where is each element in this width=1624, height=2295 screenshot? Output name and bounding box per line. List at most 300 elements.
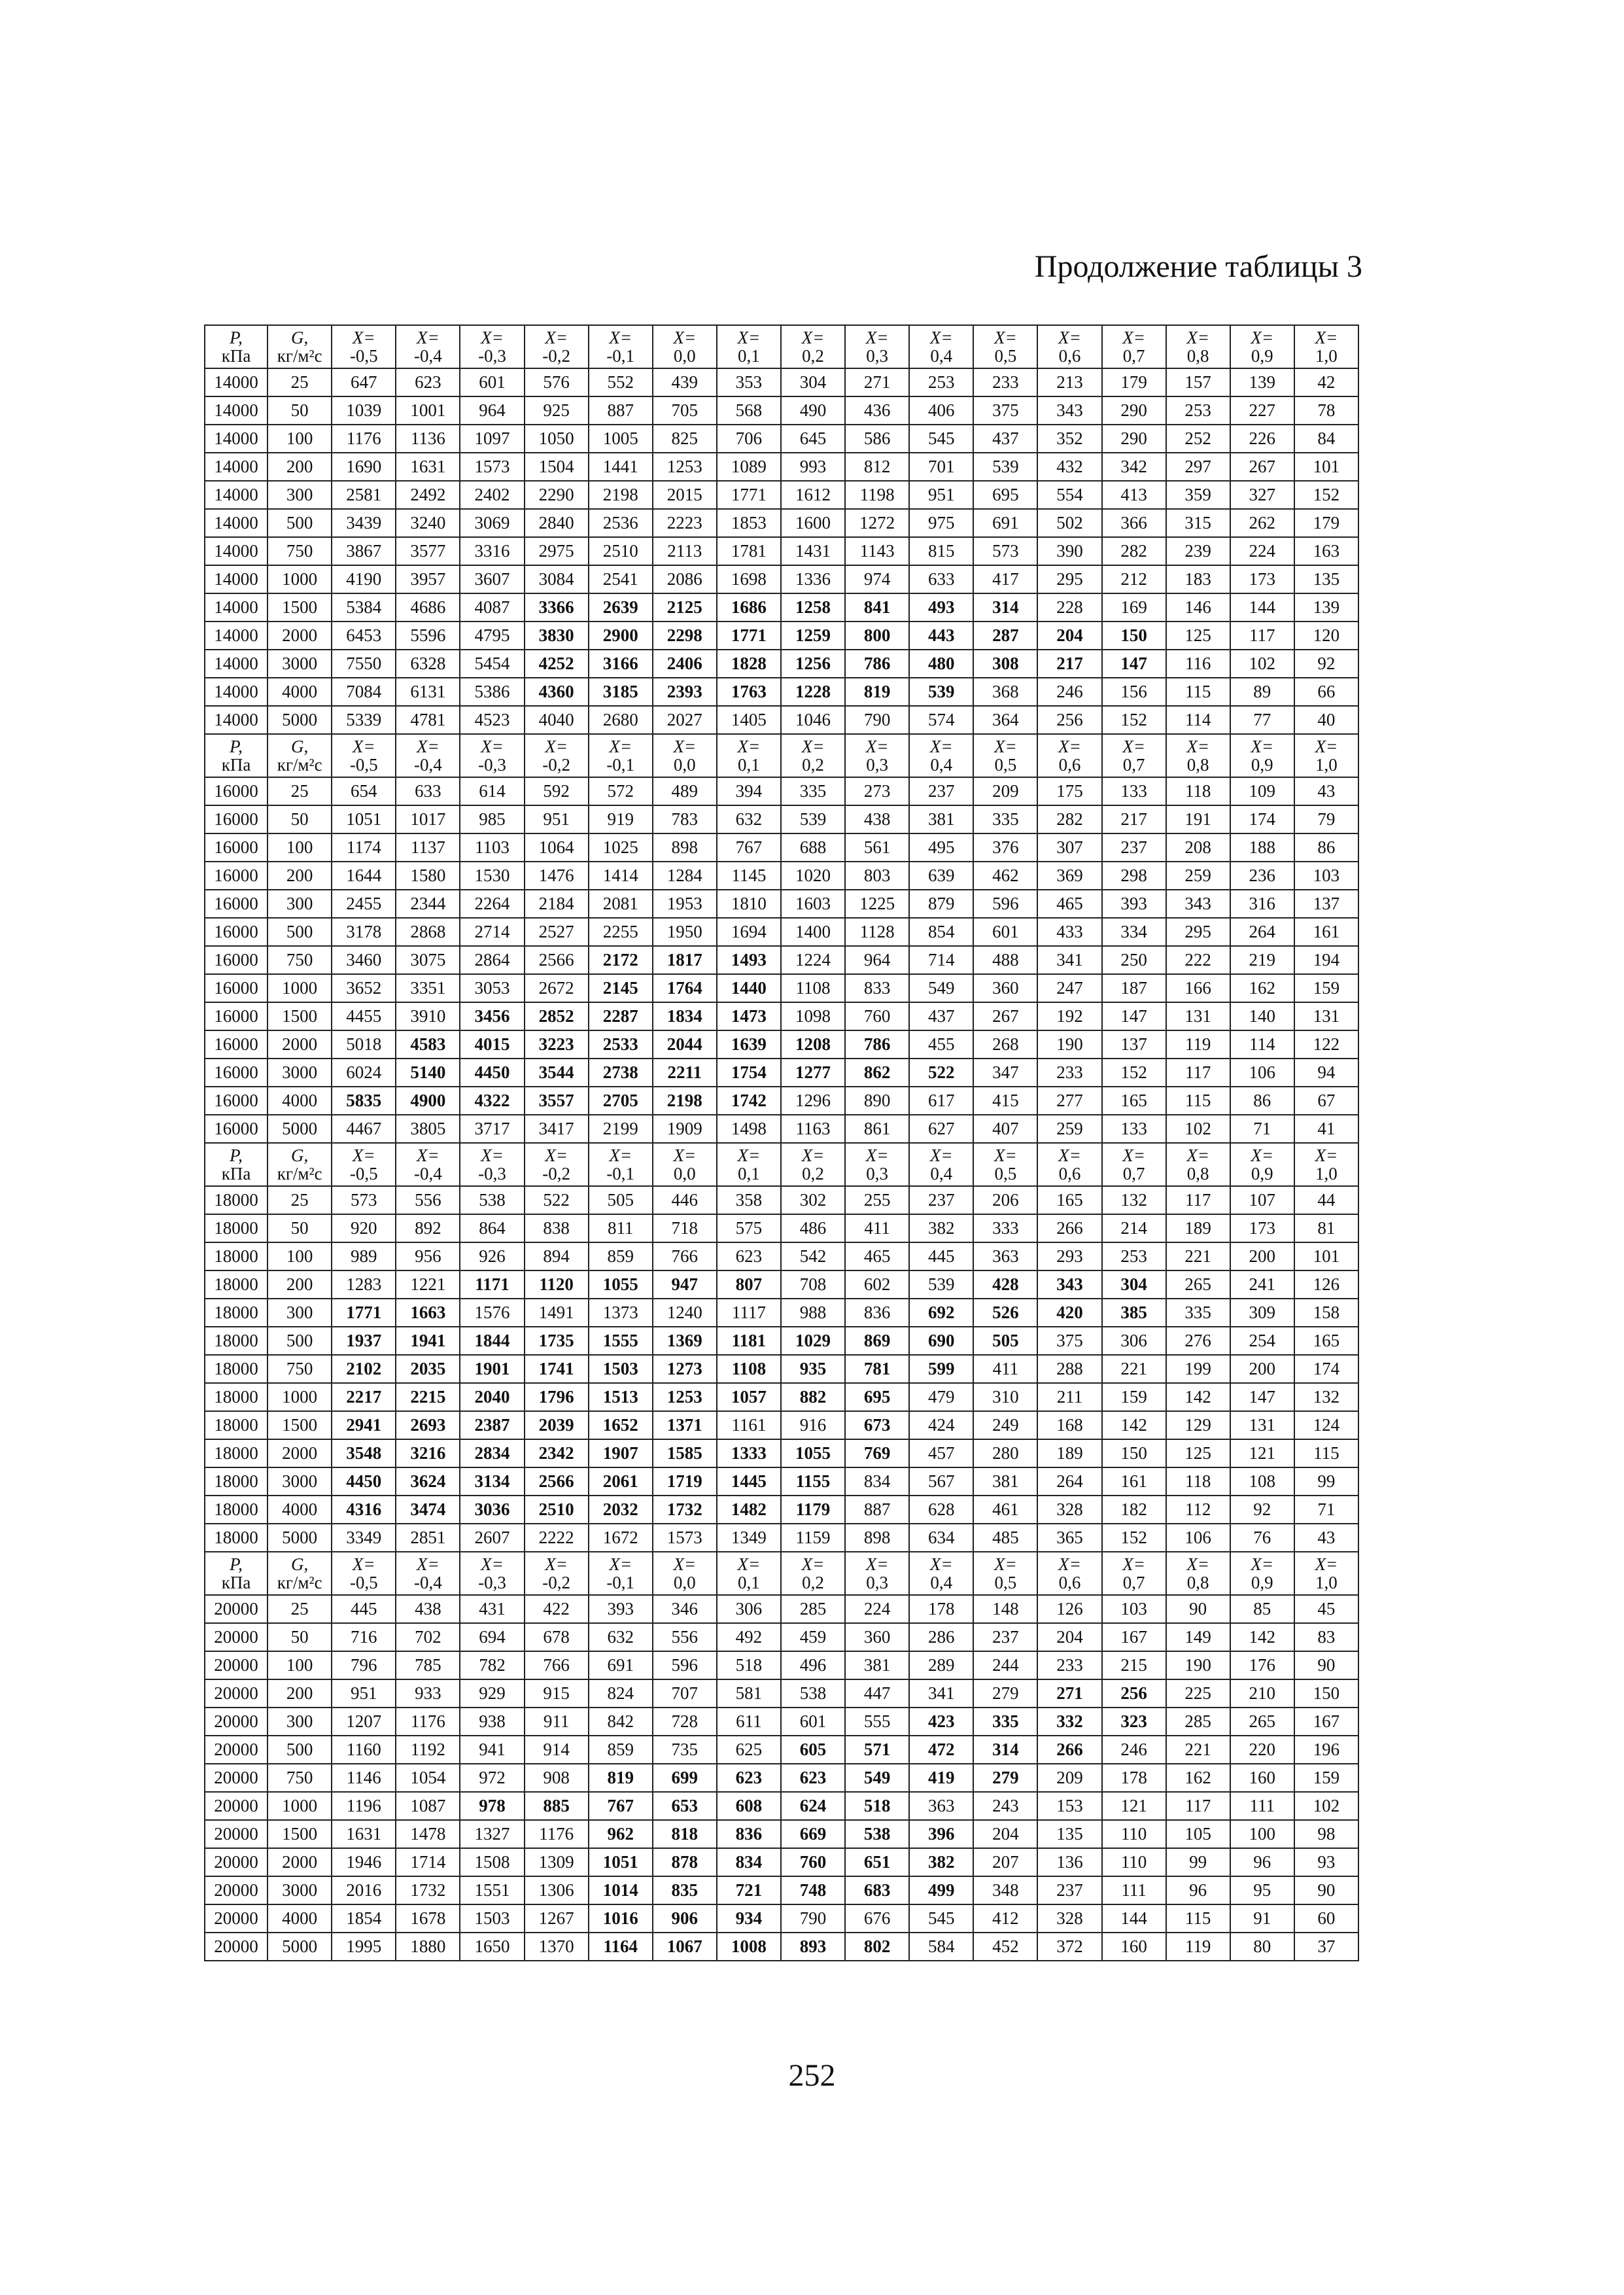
value-cell: 611 bbox=[717, 1708, 781, 1736]
value-cell: 309 bbox=[1230, 1299, 1294, 1327]
value-cell: 95 bbox=[1230, 1876, 1294, 1904]
value-cell: 132 bbox=[1102, 1186, 1166, 1214]
table-row bbox=[205, 1820, 1358, 1848]
header-value: -0,1 bbox=[606, 755, 635, 775]
value-cell: 160 bbox=[1102, 1933, 1166, 1961]
value-cell: 962 bbox=[589, 1820, 653, 1848]
header-cell bbox=[717, 1143, 781, 1186]
header-value: кг/м²с bbox=[277, 755, 322, 775]
value-cell: 1014 bbox=[589, 1876, 653, 1904]
header-value: -0,2 bbox=[542, 1164, 570, 1183]
header-cell bbox=[396, 1143, 460, 1186]
value-cell: 4015 bbox=[460, 1030, 524, 1059]
value-cell: 599 bbox=[909, 1355, 973, 1383]
header-value: 0,2 bbox=[802, 346, 824, 366]
value-cell: 941 bbox=[460, 1736, 524, 1764]
value-cell: 893 bbox=[781, 1933, 845, 1961]
value-cell: 1530 bbox=[460, 862, 524, 890]
value-cell: 423 bbox=[909, 1708, 973, 1736]
value-cell: 767 bbox=[589, 1792, 653, 1820]
value-cell: 782 bbox=[460, 1651, 524, 1679]
value-cell: 209 bbox=[1037, 1764, 1101, 1792]
value-cell: 1663 bbox=[396, 1299, 460, 1327]
pressure-cell: 18000 bbox=[205, 1355, 268, 1383]
header-cell bbox=[653, 1143, 717, 1186]
mass-flux-cell: 500 bbox=[268, 918, 332, 946]
value-cell: 83 bbox=[1294, 1623, 1358, 1651]
mass-flux-cell: 2000 bbox=[268, 622, 332, 650]
value-cell: 447 bbox=[845, 1679, 909, 1708]
header-value: кПа bbox=[221, 1164, 251, 1183]
mass-flux-cell: 25 bbox=[268, 1186, 332, 1214]
value-cell: 5140 bbox=[396, 1059, 460, 1087]
value-cell: 1941 bbox=[396, 1327, 460, 1355]
value-cell: 549 bbox=[845, 1764, 909, 1792]
table-row bbox=[205, 368, 1358, 396]
header-symbol: P, bbox=[230, 328, 243, 347]
value-cell: 286 bbox=[909, 1623, 973, 1651]
value-cell: 1327 bbox=[460, 1820, 524, 1848]
table-row bbox=[205, 678, 1358, 706]
value-cell: 2016 bbox=[332, 1876, 396, 1904]
value-cell: 1145 bbox=[717, 862, 781, 890]
value-cell: 327 bbox=[1230, 481, 1294, 509]
header-value: -0,1 bbox=[606, 1164, 635, 1183]
value-cell: 935 bbox=[781, 1355, 845, 1383]
value-cell: 3439 bbox=[332, 509, 396, 537]
value-cell: 1176 bbox=[396, 1708, 460, 1736]
value-cell: 304 bbox=[1102, 1270, 1166, 1299]
value-cell: 90 bbox=[1294, 1651, 1358, 1679]
header-cell bbox=[205, 325, 268, 368]
value-cell: 539 bbox=[973, 453, 1037, 481]
value-cell: 268 bbox=[973, 1030, 1037, 1059]
value-cell: 706 bbox=[717, 425, 781, 453]
header-cell bbox=[1166, 734, 1230, 777]
header-value: -0,4 bbox=[413, 346, 442, 366]
value-cell: 911 bbox=[525, 1708, 589, 1736]
value-cell: 2834 bbox=[460, 1439, 524, 1467]
value-cell: 239 bbox=[1166, 537, 1230, 565]
value-cell: 3805 bbox=[396, 1115, 460, 1143]
mass-flux-cell: 100 bbox=[268, 833, 332, 862]
value-cell: 933 bbox=[396, 1679, 460, 1708]
value-cell: 4583 bbox=[396, 1030, 460, 1059]
value-cell: 314 bbox=[973, 593, 1037, 622]
value-cell: 139 bbox=[1230, 368, 1294, 396]
value-cell: 159 bbox=[1294, 974, 1358, 1002]
header-symbol: X= bbox=[865, 1146, 889, 1165]
value-cell: 455 bbox=[909, 1030, 973, 1059]
value-cell: 783 bbox=[653, 805, 717, 833]
table-row bbox=[205, 1383, 1358, 1411]
value-cell: 1016 bbox=[589, 1904, 653, 1933]
header-cell bbox=[589, 1143, 653, 1186]
value-cell: 1136 bbox=[396, 425, 460, 453]
value-cell: 250 bbox=[1102, 946, 1166, 974]
mass-flux-cell: 500 bbox=[268, 509, 332, 537]
value-cell: 1639 bbox=[717, 1030, 781, 1059]
header-symbol: X= bbox=[1122, 1146, 1145, 1165]
value-cell: 586 bbox=[845, 425, 909, 453]
value-cell: 406 bbox=[909, 396, 973, 425]
value-cell: 1224 bbox=[781, 946, 845, 974]
value-cell: 1221 bbox=[396, 1270, 460, 1299]
header-cell bbox=[845, 1143, 909, 1186]
value-cell: 760 bbox=[781, 1848, 845, 1876]
value-cell: 111 bbox=[1230, 1792, 1294, 1820]
header-cell bbox=[525, 325, 589, 368]
table-row bbox=[205, 1411, 1358, 1439]
value-cell: 116 bbox=[1166, 650, 1230, 678]
value-cell: 898 bbox=[845, 1524, 909, 1552]
value-cell: 1828 bbox=[717, 650, 781, 678]
table-row bbox=[205, 1496, 1358, 1524]
value-cell: 2198 bbox=[653, 1087, 717, 1115]
value-cell: 3216 bbox=[396, 1439, 460, 1467]
header-symbol: X= bbox=[481, 1146, 504, 1165]
value-cell: 556 bbox=[653, 1623, 717, 1651]
header-value: 0,1 bbox=[738, 755, 760, 775]
value-cell: 854 bbox=[909, 918, 973, 946]
value-cell: 488 bbox=[973, 946, 1037, 974]
header-symbol: X= bbox=[865, 737, 889, 756]
header-cell bbox=[717, 734, 781, 777]
value-cell: 1108 bbox=[717, 1355, 781, 1383]
value-cell: 2492 bbox=[396, 481, 460, 509]
value-cell: 43 bbox=[1294, 1524, 1358, 1552]
value-cell: 67 bbox=[1294, 1087, 1358, 1115]
value-cell: 237 bbox=[909, 777, 973, 805]
table-caption: Продолжение таблицы 3 bbox=[1034, 249, 1362, 284]
value-cell: 862 bbox=[845, 1059, 909, 1087]
value-cell: 157 bbox=[1166, 368, 1230, 396]
value-cell: 1373 bbox=[589, 1299, 653, 1327]
value-cell: 993 bbox=[781, 453, 845, 481]
mass-flux-cell: 300 bbox=[268, 1708, 332, 1736]
table-row bbox=[205, 1002, 1358, 1030]
value-cell: 285 bbox=[1166, 1708, 1230, 1736]
value-cell: 346 bbox=[653, 1595, 717, 1623]
value-cell: 412 bbox=[973, 1904, 1037, 1933]
value-cell: 691 bbox=[973, 509, 1037, 537]
value-cell: 341 bbox=[1037, 946, 1101, 974]
value-cell: 1064 bbox=[525, 833, 589, 862]
mass-flux-cell: 200 bbox=[268, 453, 332, 481]
value-cell: 335 bbox=[973, 1708, 1037, 1736]
value-cell: 623 bbox=[781, 1764, 845, 1792]
value-cell: 1198 bbox=[845, 481, 909, 509]
value-cell: 2217 bbox=[332, 1383, 396, 1411]
value-cell: 140 bbox=[1230, 1002, 1294, 1030]
value-cell: 601 bbox=[973, 918, 1037, 946]
value-cell: 342 bbox=[1102, 453, 1166, 481]
value-cell: 368 bbox=[973, 678, 1037, 706]
value-cell: 353 bbox=[717, 368, 781, 396]
value-cell: 1631 bbox=[396, 453, 460, 481]
pressure-cell: 14000 bbox=[205, 593, 268, 622]
value-cell: 915 bbox=[525, 1679, 589, 1708]
table-row bbox=[205, 1933, 1358, 1961]
value-cell: 247 bbox=[1037, 974, 1101, 1002]
value-cell: 79 bbox=[1294, 805, 1358, 833]
table-row bbox=[205, 481, 1358, 509]
pressure-cell: 18000 bbox=[205, 1270, 268, 1299]
value-cell: 438 bbox=[396, 1595, 460, 1623]
value-cell: 4781 bbox=[396, 706, 460, 734]
mass-flux-cell: 50 bbox=[268, 805, 332, 833]
value-cell: 227 bbox=[1230, 396, 1294, 425]
header-value: -0,3 bbox=[478, 1164, 506, 1183]
value-cell: 938 bbox=[460, 1708, 524, 1736]
pressure-cell: 20000 bbox=[205, 1933, 268, 1961]
value-cell: 100 bbox=[1230, 1820, 1294, 1848]
value-cell: 152 bbox=[1102, 1059, 1166, 1087]
value-cell: 1051 bbox=[589, 1848, 653, 1876]
value-cell: 369 bbox=[1037, 862, 1101, 890]
header-symbol: X= bbox=[352, 1146, 375, 1165]
value-cell: 819 bbox=[589, 1764, 653, 1792]
value-cell: 120 bbox=[1294, 622, 1358, 650]
value-cell: 1551 bbox=[460, 1876, 524, 1904]
value-cell: 221 bbox=[1166, 1242, 1230, 1270]
value-cell: 222 bbox=[1166, 946, 1230, 974]
header-value: 0,1 bbox=[738, 346, 760, 366]
table-row bbox=[205, 833, 1358, 862]
value-cell: 485 bbox=[973, 1524, 1037, 1552]
value-cell: 411 bbox=[973, 1355, 1037, 1383]
value-cell: 459 bbox=[781, 1623, 845, 1651]
value-cell: 86 bbox=[1294, 833, 1358, 862]
header-symbol: X= bbox=[545, 328, 568, 347]
value-cell: 654 bbox=[332, 777, 396, 805]
value-cell: 678 bbox=[525, 1623, 589, 1651]
mass-flux-cell: 50 bbox=[268, 396, 332, 425]
header-symbol: X= bbox=[609, 328, 632, 347]
value-cell: 366 bbox=[1102, 509, 1166, 537]
header-value: 0,3 bbox=[866, 346, 888, 366]
value-cell: 972 bbox=[460, 1764, 524, 1792]
value-cell: 1764 bbox=[653, 974, 717, 1002]
value-cell: 3830 bbox=[525, 622, 589, 650]
value-cell: 437 bbox=[909, 1002, 973, 1030]
header-symbol: X= bbox=[417, 328, 440, 347]
table-row bbox=[205, 1242, 1358, 1270]
value-cell: 885 bbox=[525, 1792, 589, 1820]
header-symbol: X= bbox=[929, 737, 953, 756]
value-cell: 632 bbox=[717, 805, 781, 833]
table-row bbox=[205, 1059, 1358, 1087]
header-value: кПа bbox=[221, 755, 251, 775]
value-cell: 1742 bbox=[717, 1087, 781, 1115]
value-cell: 721 bbox=[717, 1876, 781, 1904]
value-cell: 207 bbox=[973, 1848, 1037, 1876]
value-cell: 539 bbox=[909, 678, 973, 706]
value-cell: 1771 bbox=[717, 622, 781, 650]
header-symbol: X= bbox=[1186, 328, 1210, 347]
value-cell: 625 bbox=[717, 1736, 781, 1764]
value-cell: 2035 bbox=[396, 1355, 460, 1383]
value-cell: 1025 bbox=[589, 833, 653, 862]
value-cell: 310 bbox=[973, 1383, 1037, 1411]
value-cell: 628 bbox=[909, 1496, 973, 1524]
mass-flux-cell: 2000 bbox=[268, 1848, 332, 1876]
value-cell: 2039 bbox=[525, 1411, 589, 1439]
header-symbol: X= bbox=[673, 737, 697, 756]
header-value: -0,5 bbox=[349, 346, 378, 366]
value-cell: 101 bbox=[1294, 1242, 1358, 1270]
header-cell bbox=[781, 325, 845, 368]
value-cell: 1120 bbox=[525, 1270, 589, 1299]
value-cell: 1089 bbox=[717, 453, 781, 481]
value-cell: 892 bbox=[396, 1214, 460, 1242]
value-cell: 306 bbox=[1102, 1327, 1166, 1355]
value-cell: 581 bbox=[717, 1679, 781, 1708]
value-cell: 2040 bbox=[460, 1383, 524, 1411]
value-cell: 1146 bbox=[332, 1764, 396, 1792]
header-value: 0,9 bbox=[1251, 1573, 1273, 1592]
value-cell: 567 bbox=[909, 1467, 973, 1496]
table-row bbox=[205, 1764, 1358, 1792]
mass-flux-cell: 300 bbox=[268, 1299, 332, 1327]
value-cell: 117 bbox=[1166, 1186, 1230, 1214]
value-cell: 165 bbox=[1294, 1327, 1358, 1355]
value-cell: 3316 bbox=[460, 537, 524, 565]
pressure-cell: 14000 bbox=[205, 622, 268, 650]
value-cell: 364 bbox=[973, 706, 1037, 734]
value-cell: 105 bbox=[1166, 1820, 1230, 1848]
value-cell: 4322 bbox=[460, 1087, 524, 1115]
value-cell: 766 bbox=[653, 1242, 717, 1270]
table-row bbox=[205, 509, 1358, 537]
value-cell: 653 bbox=[653, 1792, 717, 1820]
header-value: -0,4 bbox=[413, 1164, 442, 1183]
value-cell: 842 bbox=[589, 1708, 653, 1736]
value-cell: 166 bbox=[1166, 974, 1230, 1002]
value-cell: 489 bbox=[653, 777, 717, 805]
value-cell: 129 bbox=[1166, 1411, 1230, 1439]
value-cell: 119 bbox=[1166, 1030, 1230, 1059]
mass-flux-cell: 500 bbox=[268, 1736, 332, 1764]
value-cell: 382 bbox=[909, 1848, 973, 1876]
value-cell: 1414 bbox=[589, 862, 653, 890]
value-cell: 1371 bbox=[653, 1411, 717, 1439]
value-cell: 178 bbox=[909, 1595, 973, 1623]
value-cell: 1336 bbox=[781, 565, 845, 593]
value-cell: 110 bbox=[1102, 1848, 1166, 1876]
value-cell: 142 bbox=[1230, 1623, 1294, 1651]
table-row bbox=[205, 1904, 1358, 1933]
value-cell: 2541 bbox=[589, 565, 653, 593]
mass-flux-cell: 750 bbox=[268, 1764, 332, 1792]
value-cell: 2255 bbox=[589, 918, 653, 946]
pressure-cell: 18000 bbox=[205, 1214, 268, 1242]
header-cell bbox=[460, 1552, 524, 1595]
value-cell: 461 bbox=[973, 1496, 1037, 1524]
value-cell: 1017 bbox=[396, 805, 460, 833]
value-cell: 1810 bbox=[717, 890, 781, 918]
value-cell: 174 bbox=[1230, 805, 1294, 833]
value-cell: 1508 bbox=[460, 1848, 524, 1876]
pressure-cell: 20000 bbox=[205, 1904, 268, 1933]
pressure-cell: 16000 bbox=[205, 946, 268, 974]
header-value: кПа bbox=[221, 1573, 251, 1592]
value-cell: 1370 bbox=[525, 1933, 589, 1961]
header-cell bbox=[525, 1143, 589, 1186]
value-cell: 237 bbox=[1102, 833, 1166, 862]
value-cell: 433 bbox=[1037, 918, 1101, 946]
value-cell: 285 bbox=[781, 1595, 845, 1623]
value-cell: 90 bbox=[1166, 1595, 1230, 1623]
value-cell: 106 bbox=[1230, 1059, 1294, 1087]
value-cell: 277 bbox=[1037, 1087, 1101, 1115]
value-cell: 148 bbox=[973, 1595, 1037, 1623]
value-cell: 549 bbox=[909, 974, 973, 1002]
value-cell: 115 bbox=[1166, 1087, 1230, 1115]
value-cell: 152 bbox=[1102, 1524, 1166, 1552]
value-cell: 887 bbox=[589, 396, 653, 425]
value-cell: 5835 bbox=[332, 1087, 396, 1115]
value-cell: 601 bbox=[781, 1708, 845, 1736]
header-cell bbox=[460, 734, 524, 777]
value-cell: 1491 bbox=[525, 1299, 589, 1327]
value-cell: 1440 bbox=[717, 974, 781, 1002]
value-cell: 538 bbox=[460, 1186, 524, 1214]
value-cell: 212 bbox=[1102, 565, 1166, 593]
value-cell: 179 bbox=[1294, 509, 1358, 537]
value-cell: 811 bbox=[589, 1214, 653, 1242]
table-row bbox=[205, 1467, 1358, 1496]
table-row bbox=[205, 1186, 1358, 1214]
value-cell: 265 bbox=[1166, 1270, 1230, 1299]
value-cell: 575 bbox=[717, 1214, 781, 1242]
value-cell: 2510 bbox=[589, 537, 653, 565]
value-cell: 1732 bbox=[396, 1876, 460, 1904]
value-cell: 86 bbox=[1230, 1087, 1294, 1115]
value-cell: 162 bbox=[1230, 974, 1294, 1002]
value-cell: 1057 bbox=[717, 1383, 781, 1411]
header-symbol: X= bbox=[609, 737, 632, 756]
value-cell: 204 bbox=[1037, 1623, 1101, 1651]
value-cell: 2864 bbox=[460, 946, 524, 974]
value-cell: 255 bbox=[845, 1186, 909, 1214]
value-cell: 1672 bbox=[589, 1524, 653, 1552]
value-cell: 3366 bbox=[525, 593, 589, 622]
value-cell: 802 bbox=[845, 1933, 909, 1961]
value-cell: 126 bbox=[1294, 1270, 1358, 1299]
value-cell: 925 bbox=[525, 396, 589, 425]
value-cell: 2868 bbox=[396, 918, 460, 946]
value-cell: 94 bbox=[1294, 1059, 1358, 1087]
header-value: 0,0 bbox=[673, 755, 696, 775]
pressure-cell: 14000 bbox=[205, 368, 268, 396]
value-cell: 3053 bbox=[460, 974, 524, 1002]
header-value: 0,8 bbox=[1186, 1573, 1209, 1592]
header-cell bbox=[973, 734, 1037, 777]
mass-flux-cell: 25 bbox=[268, 1595, 332, 1623]
value-cell: 358 bbox=[717, 1186, 781, 1214]
value-cell: 929 bbox=[460, 1679, 524, 1708]
header-cell bbox=[653, 1552, 717, 1595]
mass-flux-cell: 25 bbox=[268, 777, 332, 805]
value-cell: 554 bbox=[1037, 481, 1101, 509]
value-cell: 688 bbox=[781, 833, 845, 862]
value-cell: 335 bbox=[1166, 1299, 1230, 1327]
value-cell: 1055 bbox=[781, 1439, 845, 1467]
value-cell: 71 bbox=[1294, 1496, 1358, 1524]
value-cell: 108 bbox=[1230, 1467, 1294, 1496]
value-cell: 2198 bbox=[589, 481, 653, 509]
